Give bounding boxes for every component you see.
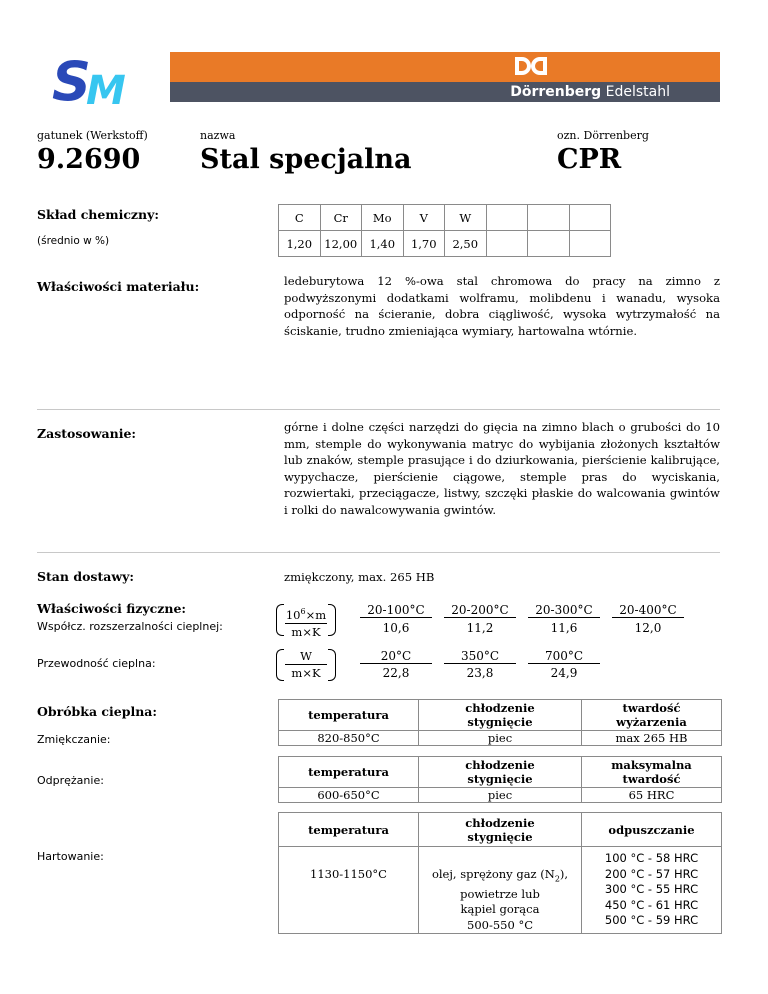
element-cell — [569, 205, 611, 231]
softening-hardness: max 265 HB — [582, 731, 722, 746]
tempering-row: 450 °C - 61 HRC — [604, 897, 699, 912]
conductivity-unit-denominator: m×K — [285, 664, 327, 681]
expansion-unit-denominator: m×K — [285, 623, 327, 640]
softening-h-hardness: twardość wyżarzenia — [582, 700, 722, 731]
softening-label: Zmiękczanie: — [37, 733, 111, 746]
value-cell: 1,70 — [403, 231, 445, 257]
grade-label: gatunek (Werkstoff) — [37, 129, 148, 142]
value-cell: 12,00 — [320, 231, 362, 257]
designation: CPR — [557, 144, 622, 175]
value-cell: 1,20 — [279, 231, 321, 257]
stress-temperature: 600-650°C — [279, 788, 419, 803]
expansion-col — [360, 603, 432, 635]
application-text: górne i dolne części narzędzi do gięcia na zimno blach o grubości do 10 mm, stemple do wykonywania matryc do wybijania złożonych kształtów lub znaków, stemple prasujące i do dziurkowania, pierścienie kalibrujące, wypychacze, pierścienie ciągowe, stemple pras do wyciskania, rozwiertaki, przeciągacze, listwy, szczęki płaskie do walcowania gwintów i rolki do nawalcowywania gwintów. — [284, 420, 720, 517]
hardening-h-tempering: odpuszczanie — [582, 813, 722, 847]
hardening-table — [278, 812, 722, 934]
sm-logo — [50, 48, 138, 110]
expansion-range: 20-200°C — [444, 603, 516, 618]
expansion-value: 11,2 — [466, 621, 494, 635]
expansion-value: 12,0 — [634, 621, 662, 635]
hardening-label: Hartowanie: — [37, 850, 104, 863]
expansion-col — [528, 603, 600, 635]
conductivity-col — [360, 649, 432, 680]
expansion-range: 20-300°C — [528, 603, 600, 618]
stress-h-temperature: temperatura — [279, 757, 419, 788]
stress-h-hardness: maksymalna twardość — [582, 757, 722, 788]
stress-relief-label: Odprężanie: — [37, 774, 104, 787]
brand-orange-bar — [170, 52, 720, 82]
conductivity-unit-numerator: W — [300, 649, 312, 663]
tempering-row: 200 °C - 57 HRC — [604, 866, 699, 881]
name-label: nazwa — [200, 129, 236, 142]
hardening-tempering — [582, 847, 722, 934]
delivery-heading: Stan dostawy: — [37, 569, 134, 584]
designation-label: ozn. Dörrenberg — [557, 129, 649, 142]
conductivity-temp: 350°C — [444, 649, 516, 664]
expansion-range: 20-400°C — [612, 603, 684, 618]
tempering-row: 500 °C - 59 HRC — [604, 913, 699, 928]
stress-h-cooling: chłodzenie stygnięcie — [419, 757, 582, 788]
element-cell: Mo — [362, 205, 404, 231]
value-cell: 2,50 — [445, 231, 487, 257]
element-cell — [486, 205, 528, 231]
element-cell: Cr — [320, 205, 362, 231]
tempering-row: 300 °C - 55 HRC — [604, 882, 699, 897]
conductivity-value: 23,8 — [466, 666, 494, 680]
conductivity-value: 24,9 — [550, 666, 578, 680]
heat-treatment-heading: Obróbka cieplna: — [37, 704, 158, 719]
expansion-unit-numerator: $10^6\times m$ — [285, 607, 327, 622]
conductivity-temp: 700°C — [528, 649, 600, 664]
conductivity-value: 22,8 — [382, 666, 410, 680]
hardening-h-cooling: chłodzenie stygnięcie — [419, 813, 582, 847]
softening-h-temperature: temperatura — [279, 700, 419, 731]
expansion-value: 11,6 — [550, 621, 578, 635]
expansion-col — [444, 603, 516, 635]
hardening-cooling: olej, sprężony gaz $(N_2)$, powietrze lub kąpiel gorąca 500-550 °C — [419, 847, 582, 934]
composition-table — [278, 204, 611, 257]
svg-text:M: M — [86, 68, 126, 110]
divider — [37, 552, 720, 553]
svg-text:S: S — [52, 50, 91, 110]
conductivity-label: Przewodność cieplna: — [37, 657, 156, 670]
conductivity-unit — [276, 649, 336, 681]
value-cell — [569, 231, 611, 257]
softening-cooling: piec — [419, 731, 582, 746]
expansion-label: Współcz. rozszerzalności cieplnej: — [37, 620, 223, 633]
value-cell: 1,40 — [362, 231, 404, 257]
conductivity-col — [528, 649, 600, 680]
steel-name: Stal specjalna — [200, 144, 412, 175]
divider — [37, 409, 720, 410]
conductivity-temp: 20°C — [360, 649, 432, 664]
element-cell: V — [403, 205, 445, 231]
element-cell: W — [445, 205, 487, 231]
physical-heading: Właściwości fizyczne: — [37, 601, 187, 616]
composition-values-row — [279, 231, 611, 257]
softening-h-cooling: chłodzenie stygnięcie — [419, 700, 582, 731]
stress-relief-table — [278, 756, 722, 803]
expansion-col — [612, 603, 684, 635]
hardening-h-temperature: temperatura — [279, 813, 419, 847]
composition-note: (średnio w %) — [37, 235, 110, 247]
properties-heading: Właściwości materiału: — [37, 279, 200, 294]
expansion-unit — [276, 604, 336, 639]
application-heading: Zastosowanie: — [37, 426, 137, 441]
softening-temperature: 820-850°C — [279, 731, 419, 746]
brand-bar — [170, 82, 720, 102]
doerrenberg-logo-icon — [513, 55, 549, 77]
stress-hardness: 65 HRC — [582, 788, 722, 803]
hardening-temperature: 1130-1150°C — [279, 847, 419, 934]
element-cell — [528, 205, 570, 231]
value-cell — [528, 231, 570, 257]
stress-cooling: piec — [419, 788, 582, 803]
properties-text: ledeburytowa 12 %-owa stal chromowa do pracy na zimno z podwyższonymi dodatkami wolframu, molibdenu i wanadu, wysoka odporność na ścieranie, dobra ciągliwość, wysoka wytrzymałość na ściskanie, trudno zmieniająca wymiary, hartowalna wtórnie. — [284, 274, 720, 338]
tempering-row: 100 °C - 58 HRC — [604, 851, 699, 866]
delivery-value: zmiękczony, max. 265 HB — [284, 570, 435, 584]
grade-number: 9.2690 — [37, 144, 141, 175]
brand-name: Dörrenberg Edelstahl — [510, 84, 670, 100]
value-cell — [486, 231, 528, 257]
softening-table — [278, 699, 722, 746]
expansion-range: 20-100°C — [360, 603, 432, 618]
expansion-value: 10,6 — [382, 621, 410, 635]
composition-heading: Skład chemiczny: — [37, 207, 159, 222]
element-cell: C — [279, 205, 321, 231]
composition-elements-row — [279, 205, 611, 231]
conductivity-col — [444, 649, 516, 680]
